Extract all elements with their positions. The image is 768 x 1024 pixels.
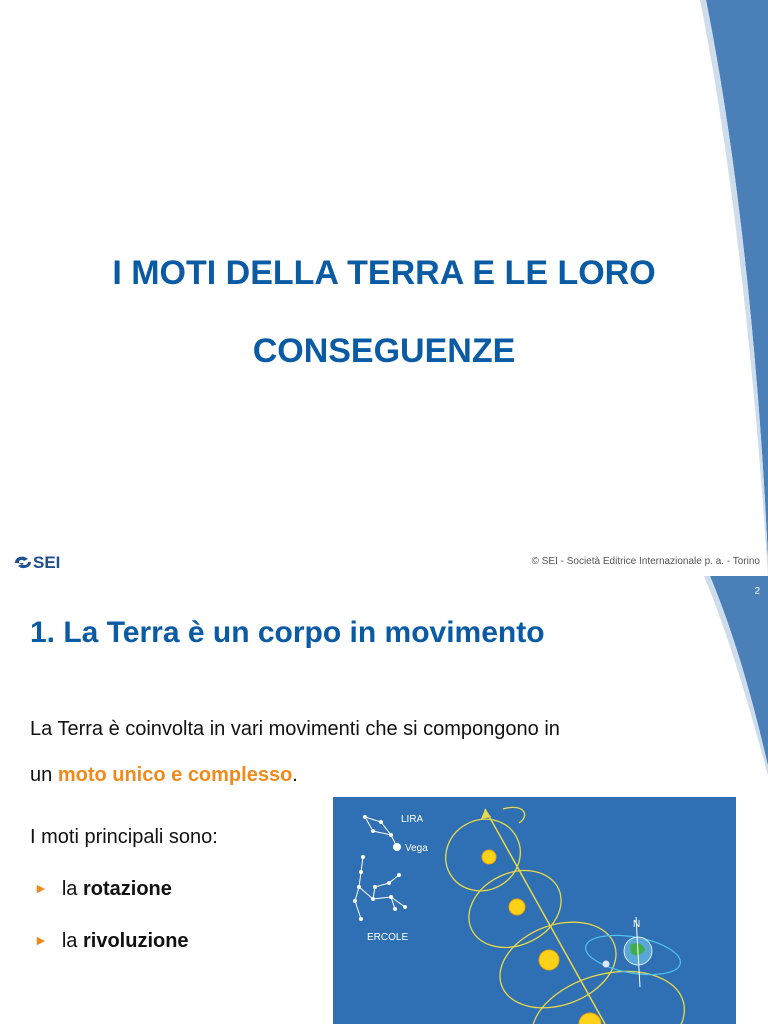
- title-line-2: CONSEGUENZE: [252, 332, 516, 370]
- copyright-text: © SEI - Società Editrice Internazionale p. a. - Torino: [531, 556, 760, 567]
- earth-motion-illustration: [333, 797, 736, 1024]
- label-vega: Vega: [405, 843, 428, 854]
- paragraph-2-prefix: un: [30, 764, 58, 786]
- triangle-bullet-icon: ►: [34, 932, 48, 948]
- paragraph-2: [30, 764, 298, 787]
- title-line-1: I MOTI DELLA TERRA E LE LORO: [112, 254, 656, 292]
- label-lira: LIRA: [401, 814, 424, 825]
- highlight-text: moto unico e complesso: [57, 764, 293, 786]
- label-ercole: ERCOLE: [367, 932, 409, 943]
- spiral-orbit: [433, 806, 696, 1024]
- slide-content: [0, 576, 768, 1024]
- bullet-term: rivoluzione: [82, 930, 189, 952]
- paragraph-1: La Terra è coinvolta in vari movimenti che si compongono in: [30, 718, 560, 740]
- vega-star: [393, 843, 401, 851]
- page-number: 2: [754, 586, 760, 597]
- constellation-ercole: [355, 857, 405, 919]
- paragraph-2-suffix: .: [292, 764, 298, 786]
- bullet-item: [34, 878, 172, 901]
- bullet-term: rotazione: [82, 878, 172, 900]
- bullet-prefix: la: [61, 930, 83, 952]
- label-north: N: [633, 919, 641, 930]
- bullet-prefix: la: [61, 878, 83, 900]
- triangle-bullet-icon: ►: [34, 880, 48, 896]
- sei-logo: [12, 550, 72, 572]
- sun-path-line: [485, 809, 605, 1024]
- slide-heading: 1. La Terra è un corpo in movimento: [30, 616, 545, 649]
- paragraph-3: I moti principali sono:: [30, 826, 218, 848]
- logo-text: SEI: [33, 553, 61, 572]
- bullet-item: [34, 930, 189, 953]
- moon: [603, 961, 610, 968]
